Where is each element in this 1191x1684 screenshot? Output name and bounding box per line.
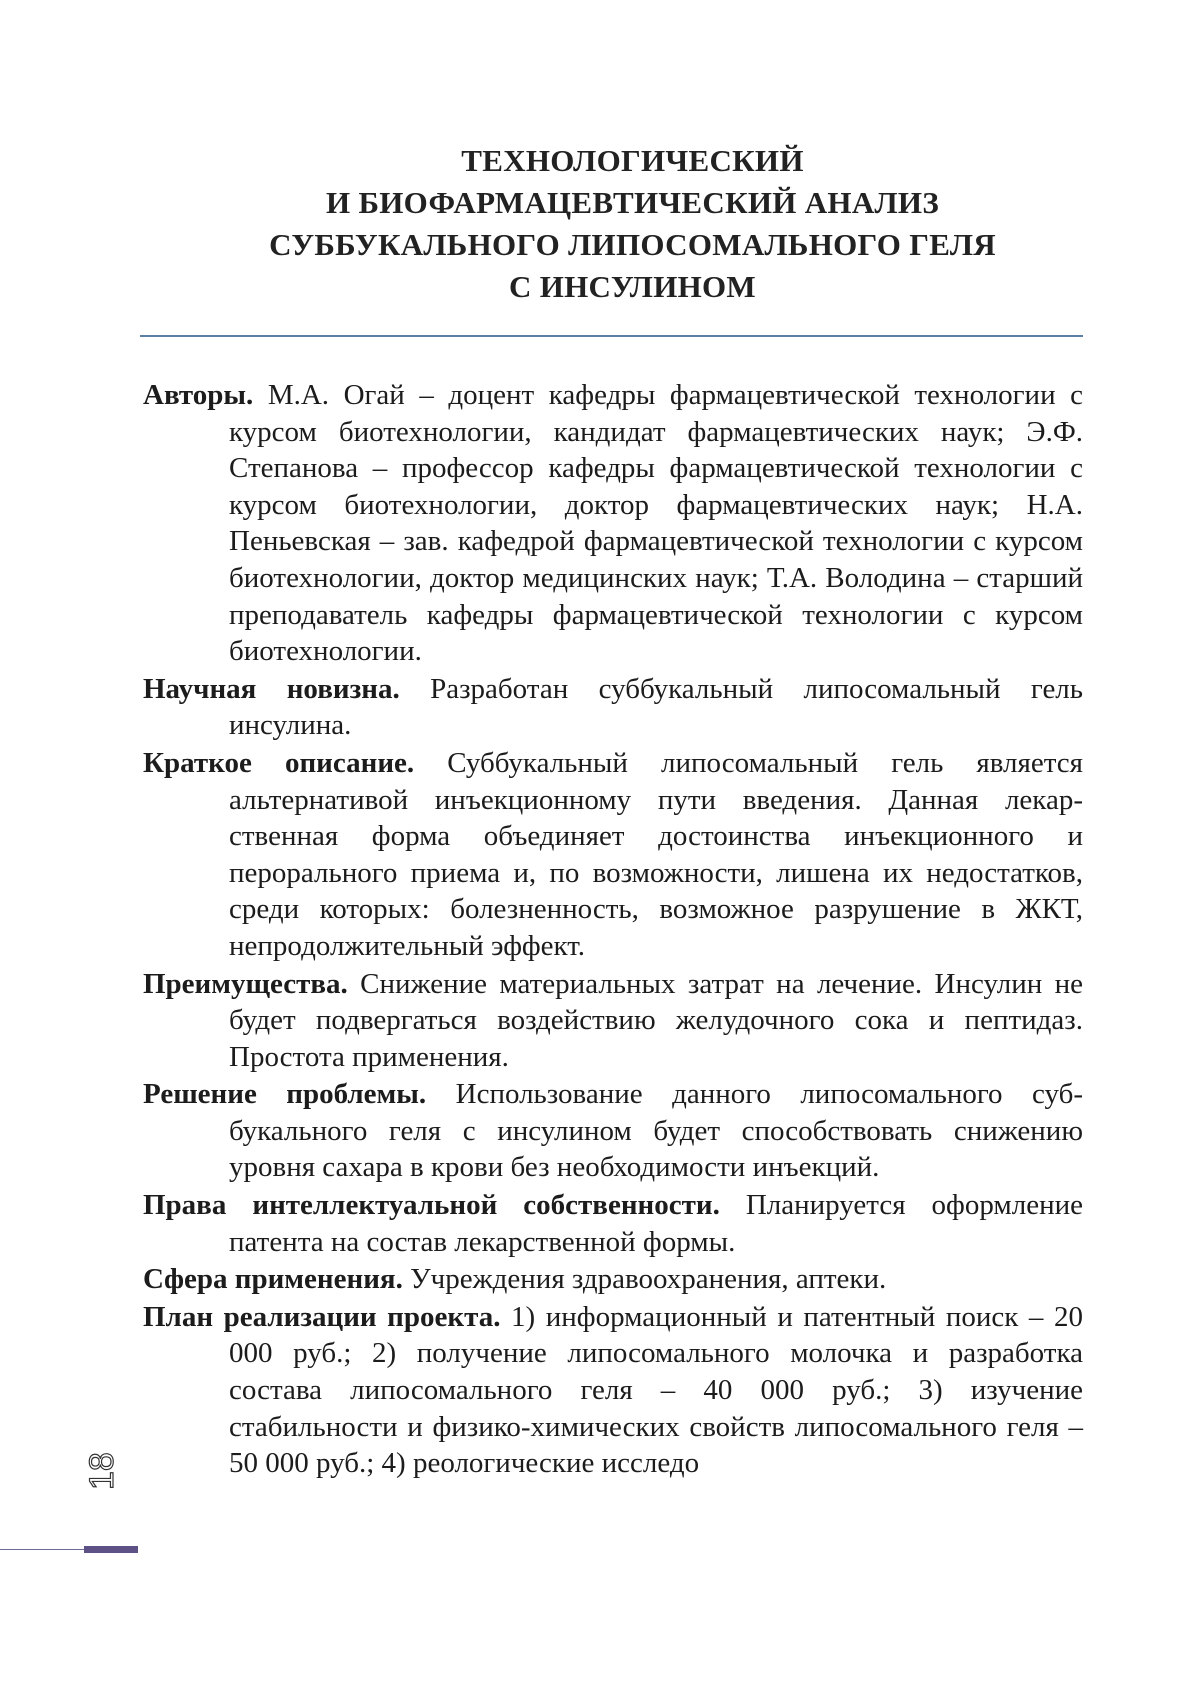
section-label: Научная новизна. [143, 672, 400, 705]
title-line-4: С ИНСУЛИНОМ [508, 269, 756, 304]
section-label: Сфера применения. [143, 1263, 403, 1296]
section-text: Суббукальный липосомальный гель является альтернативой инъекционному пути введения. Данная лекарственная форма объединяет достоинства инъекционного и перорального приема и, по возможности, лишена их недостатков, среди которых: болезненность, возможное разрушение в ЖКТ, непродолжительный эффект. [229, 746, 1083, 962]
article-title [130, 140, 1135, 308]
section-description [143, 745, 1083, 965]
section-text: Использование данного липосомального суббукального геля с инсулином будет способствовать снижению уровня сахара в крови без необходимости инъекций. [229, 1078, 1084, 1184]
section-text: Планируется оформление патента на состав лекарственной формы. [229, 1189, 1084, 1258]
section-text: М.А. Огай – доцент кафедры фармацевтической технологии с курсом биотехнологии, кандидат фармацевтических наук; Э.Ф. Степанова – профессор кафедры фармацевтической технологии с курсом биотехнологии, доктор фармацевтических наук; Н.А. Пеньевская – зав. кафедрой фармацевтической технологии с курсом биотехнологии, доктор медицинских наук; Т.А. Володина – старший преподаватель кафедры фармацевтической технологии с курсом биотехнологии. [229, 379, 1084, 668]
section-text: Снижение материальных затрат на лечение. Инсулин не будет подвергаться воздействию желудочного сока и пептидаз. Простота применения. [229, 967, 1084, 1073]
title-line-2: И БИОФАРМАЦЕВТИЧЕСКИЙ АНАЛИЗ [326, 185, 939, 220]
title-line-3: СУББУКАЛЬНОГО ЛИПОСОМАЛЬНОГО ГЕЛЯ [269, 227, 996, 262]
section-text: Учреждения здравоохранения, аптеки. [410, 1263, 887, 1296]
section-label: План реализации проекта. [143, 1300, 501, 1333]
section-label: Решение проблемы. [143, 1078, 427, 1111]
article-body [143, 377, 1083, 1483]
title-line-1: ТЕХНОЛОГИЧЕСКИЙ [461, 143, 804, 178]
section-text: Разработан суббукальный липосомальный гель инсулина. [229, 672, 1084, 742]
section-label: Авторы. [143, 379, 254, 411]
section-text: 1) информационный и патентный поиск – 20 000 руб.; 2) получение липосомального молочка и разработка состава липосомального геля – 40 000 руб.; 3) изучение стабильности и физико-химических свойств липосомального геля – 50 000 руб.; 4) реологические исследо [229, 1300, 1084, 1480]
section-ip-rights [143, 1187, 1083, 1260]
section-implementation-plan [143, 1299, 1083, 1482]
title-divider [140, 335, 1083, 337]
section-authors [143, 377, 1083, 670]
section-novelty [143, 671, 1083, 744]
section-application [143, 1261, 1083, 1298]
section-solution [143, 1076, 1083, 1186]
section-label: Преимущества. [143, 967, 348, 1000]
page-number: 18 [83, 1452, 121, 1490]
footer-line [0, 1549, 84, 1550]
footer-accent-bar [84, 1546, 138, 1553]
section-label: Права интеллектуальной собственности. [143, 1189, 720, 1222]
section-advantages [143, 966, 1083, 1076]
section-label: Краткое описание. [143, 746, 415, 779]
